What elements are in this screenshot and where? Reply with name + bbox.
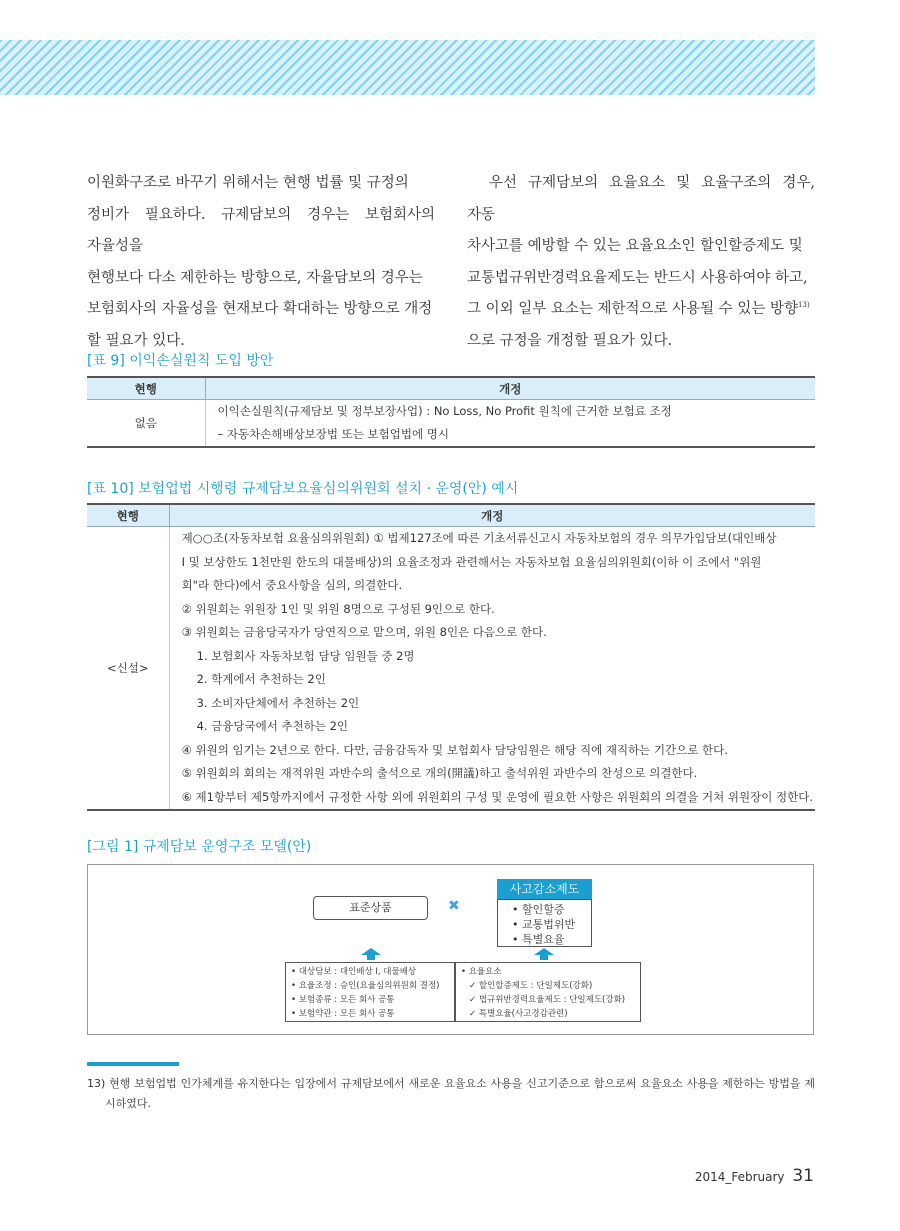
table-row	[87, 527, 815, 811]
standard-product-box: 표준상품	[313, 896, 428, 920]
table9-header-revised: 개정	[205, 377, 815, 400]
issue-label: 2014_February	[694, 1170, 785, 1184]
accident-item: • 특별요율	[512, 933, 565, 946]
table10-header-revised: 개정	[169, 504, 815, 527]
detail-item: ✓ 특별요율(사고경감관련)	[469, 1009, 568, 1019]
table-line: Ⅰ 및 보상한도 1천만원 한도의 대물배상)의 요율조정과 관련해서는 자동차보험 요율심의위원회(이하 이 조에서 "위원	[181, 554, 762, 569]
table10	[87, 503, 815, 811]
figure1-diagram	[87, 864, 814, 1035]
body-line: 이원화구조로 바꾸기 위해서는 현행 법률 및 규정의	[87, 175, 409, 191]
footnote-text: 13) 현행 보험업법 인가체계를 유지한다는 입장에서 규제담보에서 새로운 요율요소 사용을 신고기준으로 함으로써 요율요소 사용을 제한하는 방법을 제시하였다.	[87, 1077, 815, 1110]
detail-item: • 대상담보 : 대인배상 Ⅰ, 대물배상	[291, 967, 417, 977]
body-line: 우선 규제담보의 요율요소 및 요율구조의 경우, 자동	[467, 175, 815, 223]
table-line: 제○○조(자동차보험 요율심의위원회) ① 법제127조에 따른 기초서류신고시 자동차보험의 경우 의무가입담보(대인배상	[181, 531, 777, 545]
table-row	[87, 400, 815, 448]
accident-item: • 교통법위반	[512, 918, 576, 931]
table9	[87, 376, 815, 448]
table10-caption: [표 10] 보험업법 시행령 규제담보요율심의위원회 설치 · 운영(안) 예시	[87, 481, 519, 497]
table-line: 이익손실원칙(규제담보 및 정부보장사업) : No Loss, No Profit 원칙에 근거한 보험료 조정	[217, 404, 672, 418]
detail-item: • 요율조정 : 승인(요율심의위원회 결정)	[291, 981, 440, 991]
detail-item: • 보험약관 : 모든 회사 공통	[291, 1009, 395, 1019]
rate-factor-box	[455, 962, 641, 1022]
body-line: 할 필요가 있다.	[87, 332, 185, 349]
table-line: 회"라 한다)에서 중요사항을 심의, 의결한다.	[181, 578, 403, 592]
body-line: 현행보다 다소 제한하는 방향으로, 자율담보의 경우는	[87, 269, 423, 286]
body-line: 보험회사의 자율성을 현재보다 확대하는 방향으로 개정	[87, 301, 433, 317]
footnote	[87, 1074, 815, 1114]
detail-item: ✓ 할인할증제도 : 단일제도(강화)	[469, 981, 593, 991]
table9-revised-cell	[205, 400, 815, 448]
table9-current-cell: 없음	[87, 400, 205, 448]
figure1-caption: [그림 1] 규제담보 운영구조 모델(안)	[87, 839, 312, 855]
body-line: 교통법규위반경력요율제도는 반드시 사용하여야 하고,	[467, 269, 808, 286]
table-line: ④ 위원의 임기는 2년으로 한다. 다만, 금융감독자 및 보험회사 담당임원은 해당 직에 재직하는 기간으로 한다.	[181, 742, 728, 757]
accident-reduction-box	[497, 899, 592, 947]
table-line: ⑤ 위원회의 회의는 재적위원 과반수의 출석으로 개의(開議)하고 출석위원 과반수의 찬성으로 의결한다.	[181, 766, 698, 780]
table9-caption: [표 9] 이익손실원칙 도입 방안	[87, 353, 274, 369]
accident-reduction-title: 사고감소제도	[497, 879, 592, 899]
body-text-left-column	[87, 168, 435, 357]
body-line: 그 이외 일부 요소는 제한적으로 사용될 수 있는 방향	[467, 301, 799, 317]
detail-item: • 보험종류 : 모든 회사 공통	[291, 995, 395, 1005]
body-line: 차사고를 예방할 수 있는 요율요소인 할인할증제도 및	[467, 238, 803, 254]
body-text-right-column	[467, 168, 815, 357]
header-stripe-band	[0, 40, 815, 95]
footnote-ref[interactable]: 13)	[798, 301, 810, 309]
detail-item: ✓ 법규위반경력요율제도 : 단일제도(강화)	[469, 995, 626, 1005]
footnote-rule	[87, 1062, 179, 1066]
table10-header-current: 현행	[87, 504, 169, 527]
table-line: 3. 소비자단체에서 추천하는 2인	[196, 695, 360, 710]
table-line: ② 위원회는 위원장 1인 및 위원 8명으로 구성된 9인으로 한다.	[181, 601, 495, 616]
body-line: 으로 규정을 개정할 필요가 있다.	[467, 332, 673, 349]
table-line: 1. 보험회사 자동차보험 담당 임원들 중 2명	[196, 648, 415, 663]
table10-revised-cell	[169, 527, 815, 811]
body-line-with-ref	[467, 294, 815, 326]
page-number: 31	[792, 1166, 814, 1186]
table-line: ⑥ 제1항부터 제5항까지에서 규정한 사항 외에 위원회의 구성 및 운영에 필요한 사항은 위원회의 의결을 거쳐 위원장이 정한다.	[181, 789, 813, 804]
detail-item: • 요율요소	[461, 967, 502, 977]
accident-item: • 할인할증	[512, 903, 565, 916]
table-line: ③ 위원회는 금융당국자가 당연직으로 맡으며, 위원 8인은 다음으로 한다.	[181, 625, 547, 639]
body-line: 정비가 필요하다. 규제담보의 경우는 보험회사의 자율성을	[87, 206, 435, 254]
table-line: 4. 금융당국에서 추천하는 2인	[196, 719, 349, 733]
table10-current-cell: <신설>	[87, 527, 169, 811]
page-footer	[695, 1166, 814, 1186]
table9-header-current: 현행	[87, 377, 205, 400]
table-line: – 자동차손해배상보장법 또는 보험업법에 명시	[217, 427, 449, 441]
product-details-box	[285, 962, 455, 1022]
table-line: 2. 학계에서 추천하는 2인	[196, 672, 326, 686]
multiply-icon: ✖	[448, 898, 460, 914]
